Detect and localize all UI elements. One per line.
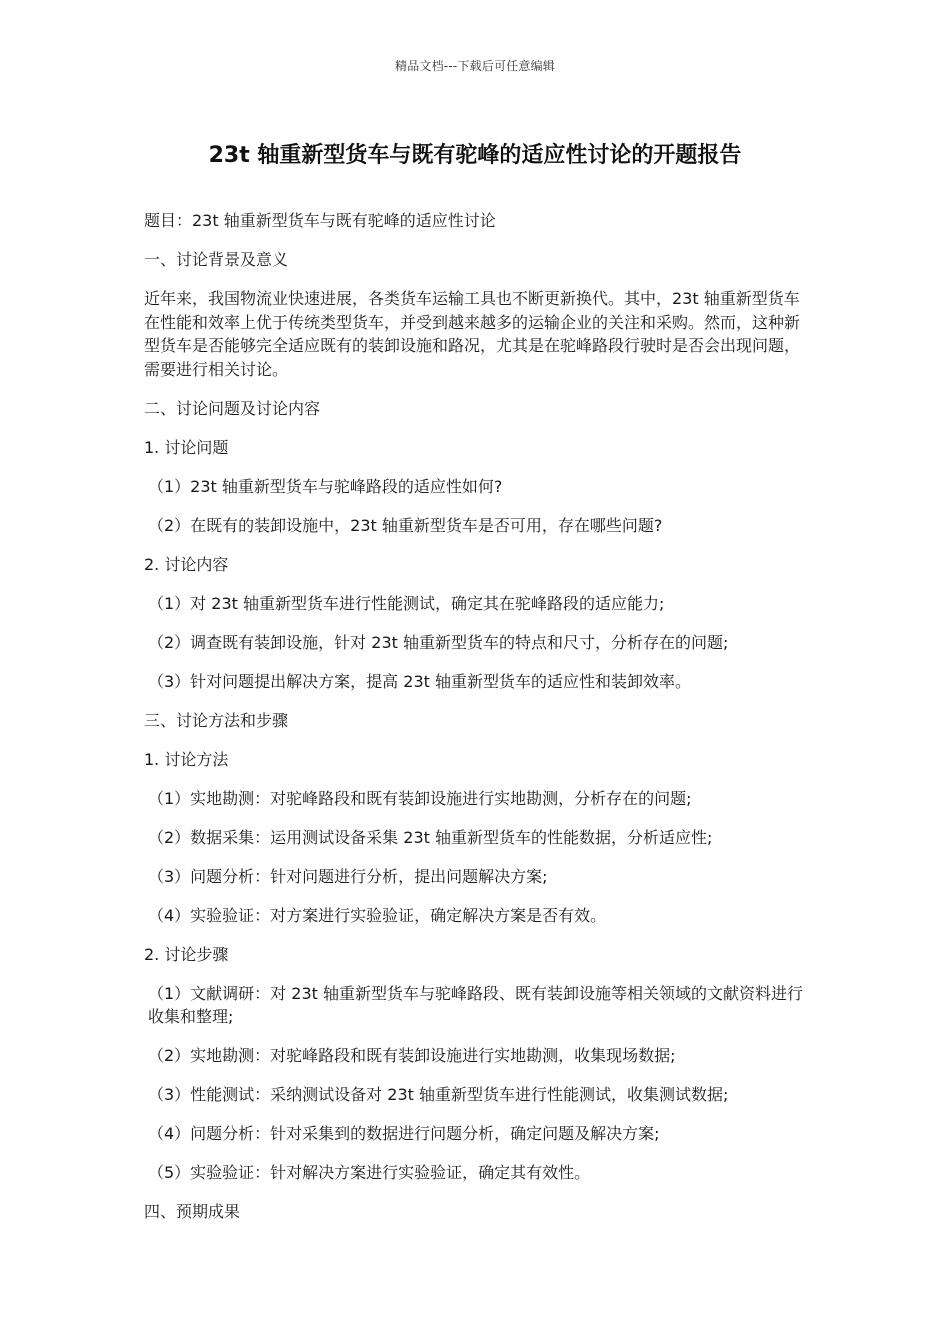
document-body xyxy=(144,209,808,1239)
list-item: （2）数据采集：运用测试设备采集 23t 轴重新型货车的性能数据，分析适应性; xyxy=(148,827,713,847)
list-item: （1）实地勘测：对驼峰路段和既有装卸设施进行实地勘测，分析存在的问题; xyxy=(148,788,692,808)
list-item: （1）文献调研：对 23t 轴重新型货车与驼峰路段、既有装卸设施等相关领域的文献资料进行收集和整理; xyxy=(148,983,803,1026)
list-item: （5）实验验证：针对解决方案进行实验验证，确定其有效性。 xyxy=(148,1163,591,1182)
list-item: （1）对 23t 轴重新型货车进行性能测试，确定其在驼峰路段的适应能力; xyxy=(148,593,665,613)
section-heading: 一、讨论背景及意义 xyxy=(144,250,289,269)
list-item: （3）针对问题提出解决方案，提高 23t 轴重新型货车的适应性和装卸效率。 xyxy=(148,671,691,691)
subsection-heading: 1. 讨论问题 xyxy=(144,437,229,457)
paragraph: 题目：23t 轴重新型货车与既有驼峰的适应性讨论 xyxy=(144,211,496,230)
section-heading: 四、预期成果 xyxy=(144,1202,241,1221)
section-heading: 二、讨论问题及讨论内容 xyxy=(144,398,321,418)
list-item: （2）调查既有装卸设施，针对 23t 轴重新型货车的特点和尺寸，分析存在的问题; xyxy=(148,632,729,652)
header-note: 精品文档---下载后可任意编辑 xyxy=(395,59,555,73)
list-item: （2）实地勘测：对驼峰路段和既有装卸设施进行实地勘测，收集现场数据; xyxy=(148,1046,676,1065)
list-item: （4）实验验证：对方案进行实验验证，确定解决方案是否有效。 xyxy=(148,905,607,925)
subsection-heading: 2. 讨论步骤 xyxy=(144,944,229,964)
subsection-heading: 1. 讨论方法 xyxy=(144,749,229,769)
list-item: （1）23t 轴重新型货车与驼峰路段的适应性如何? xyxy=(148,476,503,496)
list-item: （3）性能测试：采纳测试设备对 23t 轴重新型货车进行性能测试，收集测试数据; xyxy=(148,1085,729,1104)
paragraph: 近年来，我国物流业快速进展，各类货车运输工具也不断更新换代。其中，23t 轴重新型货车在性能和效率上优于传统类型货车，并受到越来越多的运输企业的关注和采购。然而，这种新型货车是否能够完全适应既有的装卸设施和路况，尤其是在驼峰路段行驶时是否会出现问题，需要进行相关讨论。 xyxy=(144,289,801,379)
list-item: （2）在既有的装卸设施中，23t 轴重新型货车是否可用，存在哪些问题? xyxy=(148,515,663,535)
document-title: 23t 轴重新型货车与既有驼峰的适应性讨论的开题报告 xyxy=(208,143,742,168)
subsection-heading: 2. 讨论内容 xyxy=(144,554,229,574)
list-item: （4）问题分析：针对采集到的数据进行问题分析，确定问题及解决方案; xyxy=(148,1124,660,1143)
list-item: （3）问题分析：针对问题进行分析，提出问题解决方案; xyxy=(148,866,548,886)
section-heading: 三、讨论方法和步骤 xyxy=(144,710,289,730)
